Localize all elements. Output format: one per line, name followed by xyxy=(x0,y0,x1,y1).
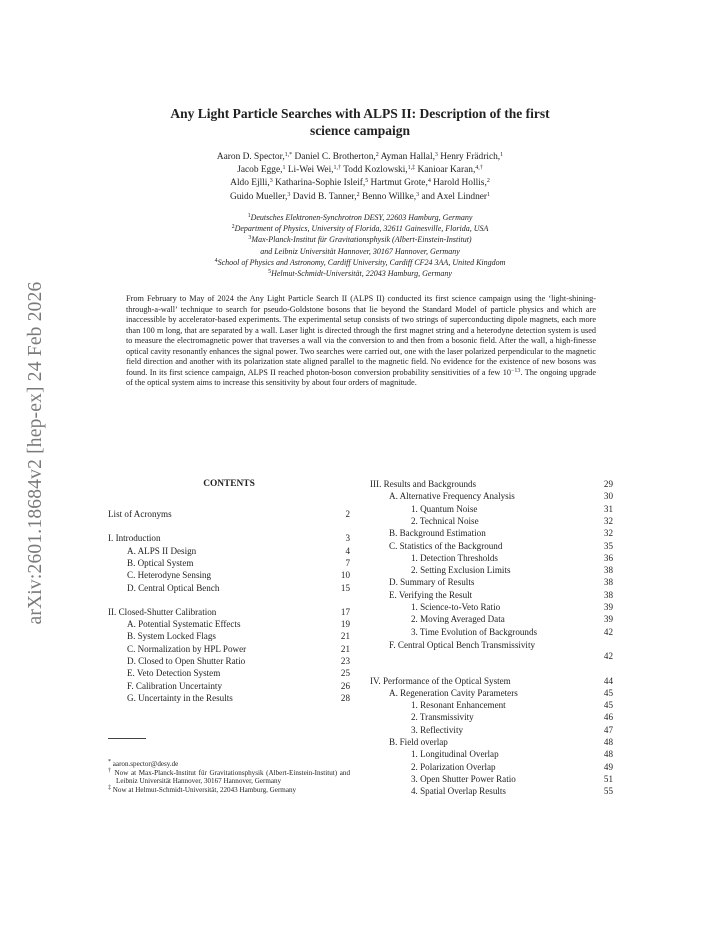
toc-entry[interactable] xyxy=(370,712,613,724)
toc-entry-page: 39 xyxy=(603,614,613,625)
toc-entry[interactable] xyxy=(370,639,613,662)
toc-entry-page: 19 xyxy=(340,619,350,630)
toc-entry-page: 32 xyxy=(603,515,613,526)
toc-entry-label: E. Verifying the Result xyxy=(389,589,473,600)
toc-entry[interactable] xyxy=(108,656,350,668)
affiliation-line: $^5$Helmut-Schmidt-Universität, 22043 Hamburg, Germany xyxy=(268,269,452,279)
toc-entry-page: 7 xyxy=(345,557,350,568)
toc-entry[interactable] xyxy=(108,583,350,595)
toc-entry-page: 38 xyxy=(603,577,613,588)
toc-entry-page: 44 xyxy=(603,675,613,686)
author-line: Guido Mueller,$^3$ David B. Tanner,$^2$ Benno Willke,$^3$ and Axel Lindner$^1$ xyxy=(229,191,491,202)
affiliation-list xyxy=(110,212,610,279)
toc-entry[interactable] xyxy=(370,528,613,540)
toc-entry-label: 2. Technical Noise xyxy=(411,515,479,526)
toc-entry-page: 42 xyxy=(603,651,613,662)
toc-entry-page: 45 xyxy=(603,700,613,711)
author-list xyxy=(110,151,610,204)
toc-entry-label: 2. Setting Exclusion Limits xyxy=(411,565,511,576)
toc-entry-page: 21 xyxy=(340,643,350,654)
arxiv-identifier-text: arXiv:2601.18684v2 [hep-ex] 24 Feb 2026 xyxy=(25,281,46,625)
toc-entry-label: A. Alternative Frequency Analysis xyxy=(389,491,515,502)
toc-entry-label: 1. Detection Thresholds xyxy=(411,552,498,563)
toc-entry-label: 1. Resonant Enhancement xyxy=(411,700,506,711)
toc-entry-page: 28 xyxy=(340,692,350,703)
toc-entry-label: A. ALPS II Design xyxy=(127,545,197,556)
toc-entry[interactable] xyxy=(370,565,613,577)
toc-entry[interactable] xyxy=(370,479,613,491)
toc-entry-page: 10 xyxy=(340,570,350,581)
toc-entry-page: 17 xyxy=(340,606,350,617)
toc-entry-label: 2. Transmissivity xyxy=(411,712,474,723)
toc-entry-page: 49 xyxy=(603,761,613,772)
toc-entry[interactable] xyxy=(370,577,613,589)
toc-entry[interactable] xyxy=(370,553,613,565)
author-line: Aldo Ejlli,$^3$ Katharina-Sophie Isleif,$^5$ Hartmut Grote,$^4$ Harold Hollis,$^2$ xyxy=(230,178,490,189)
affiliation-line: $^4$School of Physics and Astronomy, Cardiff University, Cardiff CF24 3AA, United Kingdom xyxy=(214,257,506,267)
affiliation-line: $^1$Deutsches Elektronen-Synchrotron DESY, 22603 Hamburg, Germany xyxy=(247,213,473,222)
toc-entry-page: 35 xyxy=(603,540,613,551)
toc-entry[interactable] xyxy=(108,619,350,631)
toc-entry-label: A. Potential Systematic Effects xyxy=(127,619,241,630)
toc-entry-label: B. Background Estimation xyxy=(389,528,486,539)
toc-entry[interactable] xyxy=(108,546,350,558)
toc-entry-label: C. Normalization by HPL Power xyxy=(127,643,247,654)
toc-entry-label: G. Uncertainty in the Results xyxy=(127,692,233,703)
toc-entry-page: 29 xyxy=(603,479,613,489)
toc-entry[interactable] xyxy=(370,491,613,503)
toc-entry[interactable] xyxy=(370,786,613,798)
toc-entry[interactable] xyxy=(370,516,613,528)
toc-entry-page: 4 xyxy=(345,545,350,556)
toc-entry-label: 3. Reflectivity xyxy=(411,724,464,735)
toc-entry[interactable] xyxy=(370,725,613,737)
toc-entry-label: D. Closed to Open Shutter Ratio xyxy=(127,656,246,666)
toc-entry[interactable] xyxy=(108,693,350,705)
toc-entry[interactable] xyxy=(108,644,350,656)
toc-entry-page: 32 xyxy=(603,528,613,539)
toc-entry-label: F. Central Optical Bench Transmissivity xyxy=(389,639,536,650)
footnote: † Now at Max-Planck-Institut für Gravitationsphysik (Albert-Einstein-Institut) and Leibniz Universität Hannover, 30167 Hannover, Germany xyxy=(108,767,350,786)
toc-entry-page: 2 xyxy=(345,509,350,519)
toc-entry-page: 48 xyxy=(603,737,613,747)
footnote: * aaron.spector@desy.de xyxy=(108,759,179,768)
toc-entry-page: 38 xyxy=(603,565,613,576)
toc-entry[interactable] xyxy=(108,607,350,619)
footnote: ‡ Now at Helmut-Schmidt-Universität, 22043 Hamburg, Germany xyxy=(108,785,297,795)
toc-entry[interactable] xyxy=(370,774,613,786)
toc-entry[interactable] xyxy=(370,700,613,712)
toc-entry-page: 23 xyxy=(340,656,350,666)
toc-entry-page: 30 xyxy=(603,491,613,502)
toc-entry-page: 48 xyxy=(603,749,613,760)
toc-entry-label: II. Closed-Shutter Calibration xyxy=(108,606,217,617)
toc-entry-page: 36 xyxy=(603,552,613,563)
toc-entry-label: I. Introduction xyxy=(108,533,161,544)
title-line: Any Light Particle Searches with ALPS II: Description of the first xyxy=(170,106,550,121)
toc-entry-label: B. Field overlap xyxy=(389,737,448,747)
toc-entry[interactable] xyxy=(108,570,350,582)
toc-entry-page: 38 xyxy=(603,589,613,600)
footnote-rule xyxy=(108,738,146,739)
affiliation-line: and Leibniz Universität Hannover, 30167 Hannover, Germany xyxy=(260,246,460,256)
toc-entry[interactable] xyxy=(370,627,613,639)
affiliation-line: $^3$Max-Planck-Institut für Gravitationsphysik (Albert-Einstein-Institut) xyxy=(248,235,472,245)
toc-entry-page: 45 xyxy=(603,687,613,698)
toc-entry[interactable] xyxy=(108,533,350,545)
contents-heading: CONTENTS xyxy=(203,479,255,489)
abstract: From February to May of 2024 the Any Light Particle Search II (ALPS II) conducted its first science campaign using the ‘light-shining-through-a-wall’ technique to search for pseudo-Goldstone bosons that lie beyond the Standard Model of particle physics and which are inaccessible by accelerator-based experiments. The experimental setup consists of two strings of superconducting dipole magnets, each more than 100 m long, that are separated by a wall. Laser light is directed through the first magnet string and a heterodyne detection system is used to measure the electromagnetic power that traverses a wall via the conversion to and then from a bosonic field. After the wall, a high-finesse optical cavity resonantly enhances the signal power. Two searches were carried out, one with the laser polarized perpendicular to the magnetic field direction and another with its polarization state aligned parallel to the magnetic field. No evidence for the existence of new bosons was found. In its first science campaign, ALPS II reached photon-boson conversion probability sensitivities of a few $10^{-13}$. The ongoing upgrade of the optical system aims to increase this sensitivity by about four orders of magnitude. xyxy=(126,294,596,388)
toc-entry-label: C. Heterodyne Sensing xyxy=(127,570,212,581)
toc-entry[interactable] xyxy=(370,590,613,602)
toc-entry-label: F. Calibration Uncertainty xyxy=(127,680,222,691)
toc-entry-label: E. Veto Detection System xyxy=(127,668,221,679)
arxiv-identifier xyxy=(22,258,50,648)
toc-entry-label: 2. Moving Averaged Data xyxy=(411,614,505,625)
toc-entry[interactable] xyxy=(370,541,613,553)
footnotes xyxy=(108,760,350,795)
toc-entry-label: B. System Locked Flags xyxy=(127,631,216,642)
toc-entry[interactable] xyxy=(108,668,350,680)
toc-entry-page: 42 xyxy=(603,626,613,637)
paper-title xyxy=(110,105,610,139)
toc-entry[interactable] xyxy=(108,558,350,570)
toc-entry[interactable] xyxy=(370,676,613,688)
toc-entry[interactable] xyxy=(370,614,613,626)
author-line: Aaron D. Spector,$^{1,*}$ Daniel C. Brotherton,$^2$ Ayman Hallal,$^3$ Henry Frädrich,$^1$ xyxy=(216,152,504,162)
title-line: science campaign xyxy=(309,123,411,138)
toc-entry-page: 51 xyxy=(603,773,613,784)
toc-entry-label: List of Acronyms xyxy=(108,509,172,519)
toc-entry-label: 1. Longitudinal Overlap xyxy=(411,749,499,760)
toc-entry-page: 46 xyxy=(603,712,613,723)
toc-entry-label: A. Regeneration Cavity Parameters xyxy=(389,687,518,698)
toc-entry-page: 15 xyxy=(340,582,350,593)
toc-entry[interactable] xyxy=(108,681,350,693)
toc-entry[interactable] xyxy=(370,504,613,516)
toc-entry-label: IV. Performance of the Optical System xyxy=(370,675,511,686)
toc-entry-page: 31 xyxy=(603,503,613,514)
toc-entry[interactable] xyxy=(370,762,613,774)
toc-entry-label: B. Optical System xyxy=(127,557,194,568)
toc-entry-label: 3. Open Shutter Power Ratio xyxy=(411,773,516,784)
toc-entry-page: 3 xyxy=(345,533,350,544)
toc-entry-label: D. Summary of Results xyxy=(389,577,475,588)
toc-entry-label: 1. Quantum Noise xyxy=(411,503,478,514)
toc-entry-label: 1. Science-to-Veto Ratio xyxy=(411,602,501,612)
toc-entry-page: 26 xyxy=(340,680,350,691)
toc-entry[interactable] xyxy=(108,631,350,643)
toc-entry[interactable] xyxy=(108,509,350,521)
toc-entry-page: 25 xyxy=(340,668,350,679)
toc-entry-page: 55 xyxy=(603,786,613,797)
toc-entry[interactable] xyxy=(370,749,613,761)
toc-entry-page: 21 xyxy=(340,631,350,642)
toc-entry-label: 2. Polarization Overlap xyxy=(411,761,496,772)
toc-entry-label: D. Central Optical Bench xyxy=(127,582,220,593)
toc-entry-label: 3. Time Evolution of Backgrounds xyxy=(411,626,538,637)
affiliation-line: $^2$Department of Physics, University of Florida, 32611 Gainesville, Florida, USA xyxy=(231,224,489,234)
toc-entry-page: 47 xyxy=(603,724,613,735)
author-line: Jacob Egge,$^1$ Li-Wei Wei,$^{1,\dagger}$ Todd Kozlowski,$^{1,\ddagger}$ Kanioar Karan,$^{4,\dagger}$ xyxy=(237,165,483,176)
toc-entry[interactable] xyxy=(370,737,613,749)
toc-entry-page: 39 xyxy=(603,602,613,612)
toc-entry[interactable] xyxy=(370,602,613,614)
toc-entry[interactable] xyxy=(370,688,613,700)
toc-entry-label: III. Results and Backgrounds xyxy=(370,479,477,489)
toc-entry-label: 4. Spatial Overlap Results xyxy=(411,786,506,797)
toc-entry-label: C. Statistics of the Background xyxy=(389,540,503,551)
